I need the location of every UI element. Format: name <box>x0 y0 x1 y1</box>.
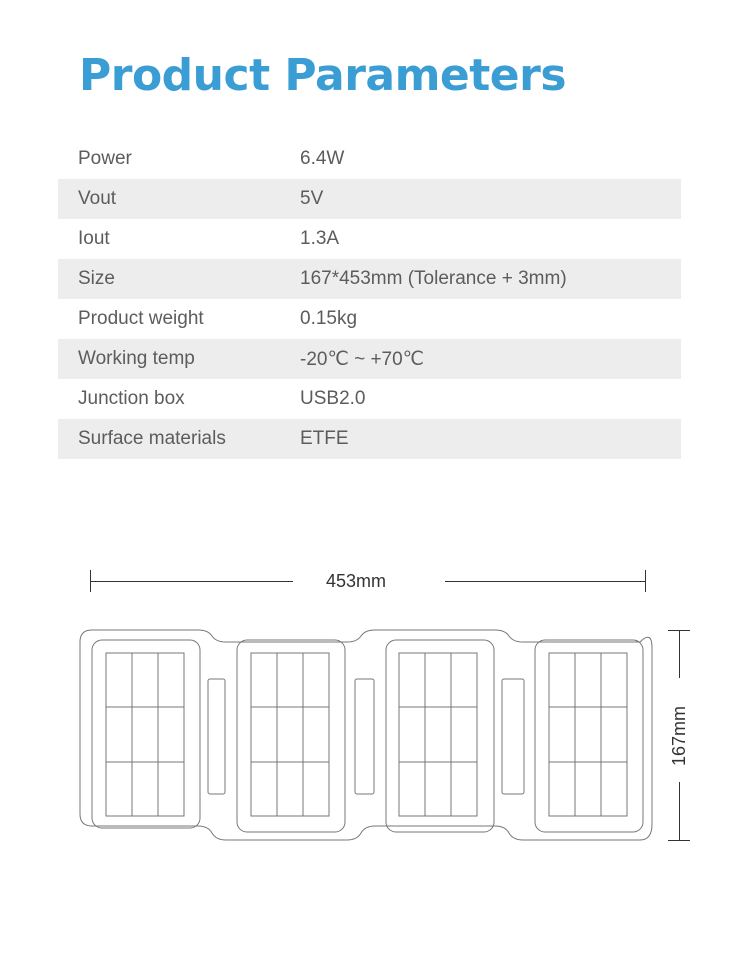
hinge-strip <box>208 679 225 794</box>
solar-cell-frame <box>386 640 494 832</box>
param-row-power <box>58 139 681 179</box>
dimension-line <box>679 782 680 840</box>
param-label: Junction box <box>78 388 185 409</box>
solar-cell-grid <box>106 653 184 816</box>
param-row-junction-box <box>58 379 681 419</box>
param-label: Size <box>78 268 115 289</box>
param-label: Product weight <box>78 308 204 329</box>
height-dimension <box>668 630 690 841</box>
width-dimension <box>90 570 646 592</box>
param-value: USB2.0 <box>300 388 366 409</box>
parameters-table <box>58 139 681 459</box>
solar-cell-grid <box>549 653 627 816</box>
height-label: 167mm <box>669 705 689 767</box>
param-value: 167*453mm (Tolerance + 3mm) <box>300 268 567 289</box>
param-row-size <box>58 259 681 299</box>
param-value: 1.3A <box>300 228 340 249</box>
panel-outline <box>80 630 652 840</box>
dimension-line <box>679 630 680 678</box>
param-value: 5V <box>300 188 324 209</box>
param-label: Working temp <box>78 348 195 369</box>
param-value: 6.4W <box>300 148 345 169</box>
param-row-surface-materials <box>58 419 681 459</box>
param-label: Vout <box>78 188 117 209</box>
hinge-strip <box>355 679 374 794</box>
param-value: 0.15kg <box>300 308 358 329</box>
param-row-vout <box>58 179 681 219</box>
param-row-weight <box>58 299 681 339</box>
param-row-iout <box>58 219 681 259</box>
param-label: Iout <box>78 228 110 249</box>
page-title: Product Parameters <box>79 50 567 101</box>
param-row-working-temp <box>58 339 681 379</box>
solar-cell-grid <box>251 653 329 816</box>
param-value: ETFE <box>300 428 349 449</box>
param-value: -20℃ ~ +70℃ <box>300 348 425 370</box>
solar-panel-diagram <box>78 628 658 846</box>
dimension-line <box>445 581 645 582</box>
param-label: Power <box>78 148 132 169</box>
hinge-strip <box>502 679 524 794</box>
dimension-tick <box>645 570 646 592</box>
param-label: Surface materials <box>78 428 226 449</box>
solar-cell-grid <box>399 653 477 816</box>
dimension-line <box>90 581 293 582</box>
dimension-tick <box>668 840 690 841</box>
width-label: 453mm <box>326 571 387 591</box>
